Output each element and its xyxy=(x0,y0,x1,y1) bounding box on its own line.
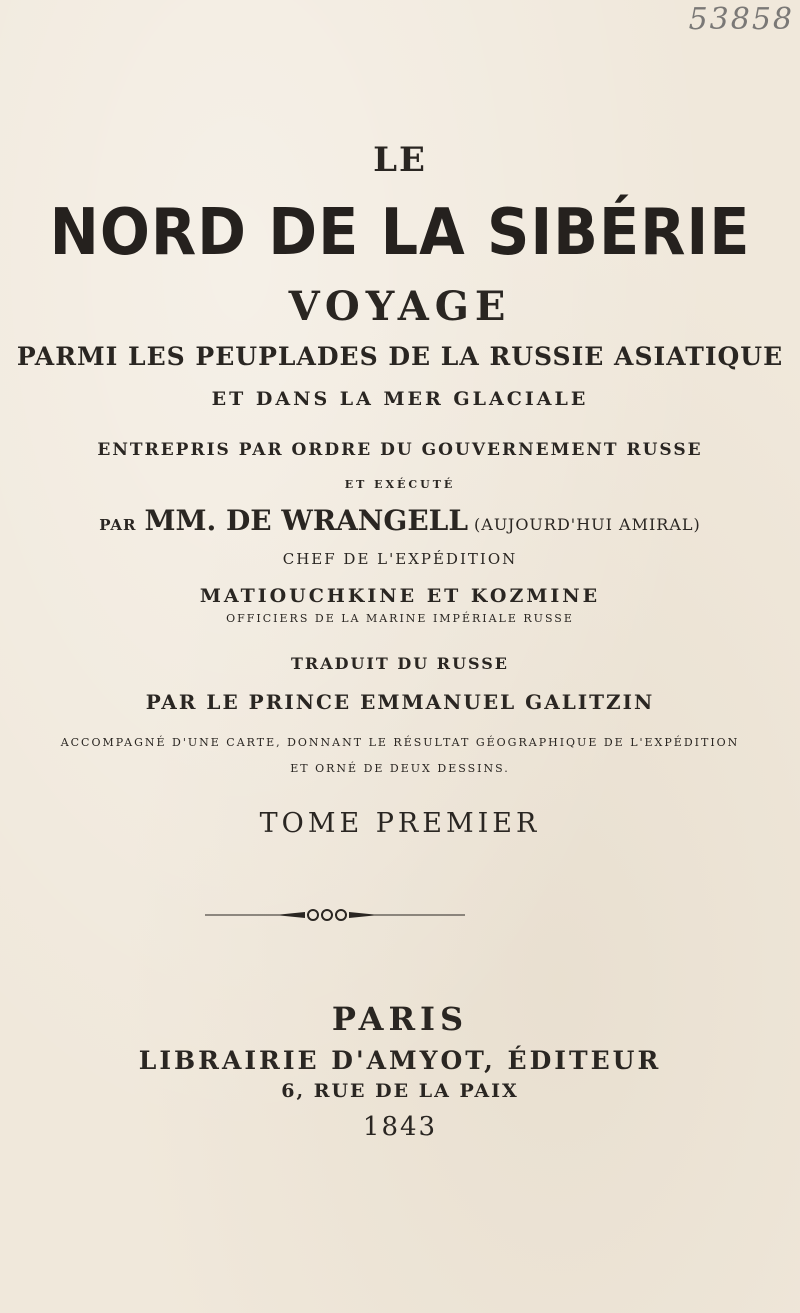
author-role: CHEF DE L'EXPÉDITION xyxy=(282,550,518,568)
translation-label: TRADUIT DU RUSSE xyxy=(290,654,509,673)
imprint-address: 6, RUE DE LA PAIX xyxy=(281,1080,519,1102)
author-names: MM. DE WRANGELL xyxy=(144,504,469,537)
imprint-publisher: LIBRAIRIE D'AMYOT, ÉDITEUR xyxy=(138,1046,662,1075)
title-article: LE xyxy=(373,140,427,180)
ornamental-divider xyxy=(205,904,465,926)
co-authors: MATIOUCHKINE ET KOZMINE xyxy=(199,585,601,607)
subtitle-line-3: ENTREPRIS PAR ORDRE DU GOUVERNEMENT RUSSE xyxy=(97,440,703,460)
volume-label: TOME PREMIER xyxy=(259,808,541,839)
shelfmark-number: 53858 xyxy=(688,2,794,37)
author-line xyxy=(0,504,800,537)
genre-heading: VOYAGE xyxy=(288,283,512,330)
author-note: (AUJOURD'HUI AMIRAL) xyxy=(474,515,701,534)
accompaniment-line-1: ACCOMPAGNÉ D'UNE CARTE, DONNANT LE RÉSULTAT GÉOGRAPHIQUE DE L'EXPÉDITION xyxy=(60,736,740,749)
subtitle-line-2: ET DANS LA MER GLACIALE xyxy=(211,388,589,410)
translator-name: PAR LE PRINCE EMMANUEL GALITZIN xyxy=(145,690,655,714)
author-prefix: PAR xyxy=(99,516,137,534)
imprint-city: PARIS xyxy=(331,1000,469,1038)
main-title: NORD DE LA SIBÉRIE xyxy=(49,196,751,270)
subtitle-line-4: ET EXÉCUTÉ xyxy=(344,478,456,491)
imprint-year: 1843 xyxy=(362,1112,438,1142)
co-authors-role: OFFICIERS DE LA MARINE IMPÉRIALE RUSSE xyxy=(226,612,574,625)
accompaniment-line-2: ET ORNÉ DE DEUX DESSINS. xyxy=(290,762,510,775)
subtitle-line-1: PARMI LES PEUPLADES DE LA RUSSIE ASIATIQUE xyxy=(16,342,784,371)
